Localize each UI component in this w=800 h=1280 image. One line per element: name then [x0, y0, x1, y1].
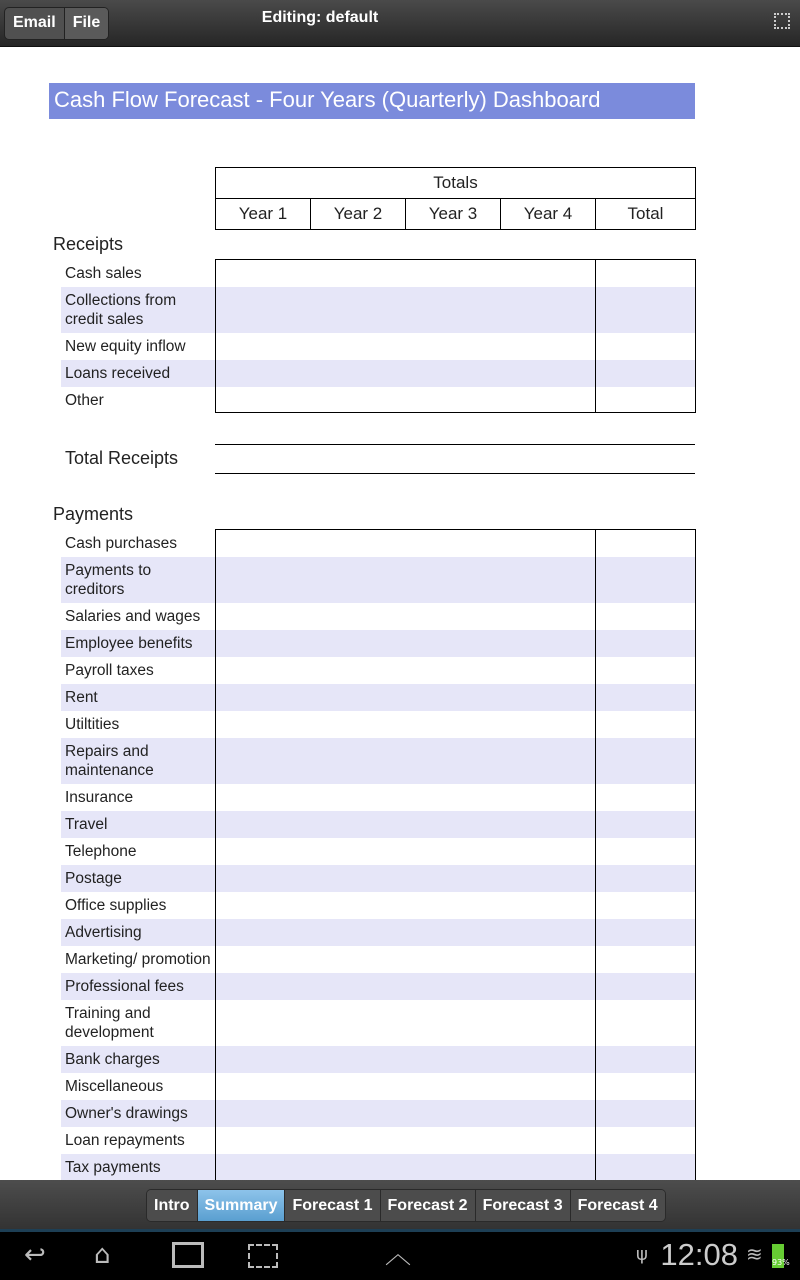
tab-intro[interactable]: Intro — [147, 1190, 197, 1221]
row-label: Miscellaneous — [65, 1078, 164, 1095]
row-label: Owner's drawings — [65, 1105, 188, 1122]
chevron-up-icon[interactable]: ︿ — [385, 1240, 412, 1270]
receipts-table — [215, 259, 696, 413]
receipts-heading: Receipts — [53, 234, 124, 254]
column-header: Year 2 — [310, 198, 406, 230]
tab-forecast-3[interactable]: Forecast 3 — [475, 1190, 570, 1221]
row-label: Loans received — [65, 365, 171, 382]
row-label: New equity inflow — [65, 338, 186, 355]
column-header: Total — [595, 198, 696, 230]
row-label: Other — [65, 392, 104, 409]
home-icon[interactable]: ⌂ — [94, 1240, 111, 1270]
row-label: Telephone — [65, 843, 137, 860]
payments-heading: Payments — [53, 504, 134, 524]
page-title: Cash Flow Forecast - Four Years (Quarterly) Dashboard — [49, 83, 695, 119]
row-label: Insurance — [65, 789, 134, 806]
row-label: Utiltities — [65, 716, 120, 733]
row-label: Loan repayments — [65, 1132, 185, 1149]
totals-header: Totals — [215, 167, 696, 199]
recent-apps-icon[interactable] — [172, 1242, 204, 1268]
sheet-tab-bar — [0, 1180, 800, 1232]
fullscreen-icon[interactable] — [774, 13, 790, 29]
row-label: Advertising — [65, 924, 142, 941]
row-label: Travel — [65, 816, 108, 833]
row-label: Payroll taxes — [65, 662, 154, 679]
row-label: Cash purchases — [65, 535, 178, 552]
tab-summary[interactable]: Summary — [197, 1190, 285, 1221]
column-header: Year 1 — [215, 198, 311, 230]
row-label: Bank charges — [65, 1051, 160, 1068]
wifi-icon: ≋ — [746, 1242, 763, 1266]
row-label: Postage — [65, 870, 122, 887]
row-label: Training and development — [65, 1005, 154, 1041]
usb-icon: ψ — [636, 1244, 648, 1265]
clock: 12:08 — [660, 1237, 738, 1272]
row-label: Employee benefits — [65, 635, 193, 652]
tab-forecast-2[interactable]: Forecast 2 — [380, 1190, 475, 1221]
row-label: Office supplies — [65, 897, 167, 914]
divider — [215, 473, 695, 474]
file-button[interactable]: File — [64, 8, 109, 39]
spreadsheet-view[interactable] — [0, 47, 800, 1180]
battery-icon: 93% — [772, 1244, 784, 1268]
row-label: Rent — [65, 689, 98, 706]
row-label: Professional fees — [65, 978, 184, 995]
editing-title: Editing: default — [261, 9, 379, 26]
row-label: Marketing/ promotion — [65, 951, 211, 968]
screenshot-icon[interactable] — [248, 1244, 278, 1268]
row-label: Cash sales — [65, 265, 142, 282]
row-label: Payments to creditors — [65, 562, 152, 598]
back-icon[interactable]: ↩ — [24, 1240, 46, 1270]
row-label: Collections from credit sales — [65, 292, 177, 328]
tab-forecast-4[interactable]: Forecast 4 — [570, 1190, 665, 1221]
row-label: Repairs and maintenance — [65, 743, 154, 779]
top-toolbar — [0, 0, 800, 47]
row-label: Tax payments — [65, 1159, 161, 1176]
email-button[interactable]: Email — [13, 14, 56, 31]
divider — [215, 444, 695, 445]
payments-table — [215, 529, 696, 1180]
column-header: Year 4 — [500, 198, 596, 230]
system-nav-bar — [0, 1232, 800, 1280]
total-receipts-label: Total Receipts — [65, 448, 179, 468]
row-label: Salaries and wages — [65, 608, 201, 625]
tab-forecast-1[interactable]: Forecast 1 — [284, 1190, 379, 1221]
column-header: Year 3 — [405, 198, 501, 230]
